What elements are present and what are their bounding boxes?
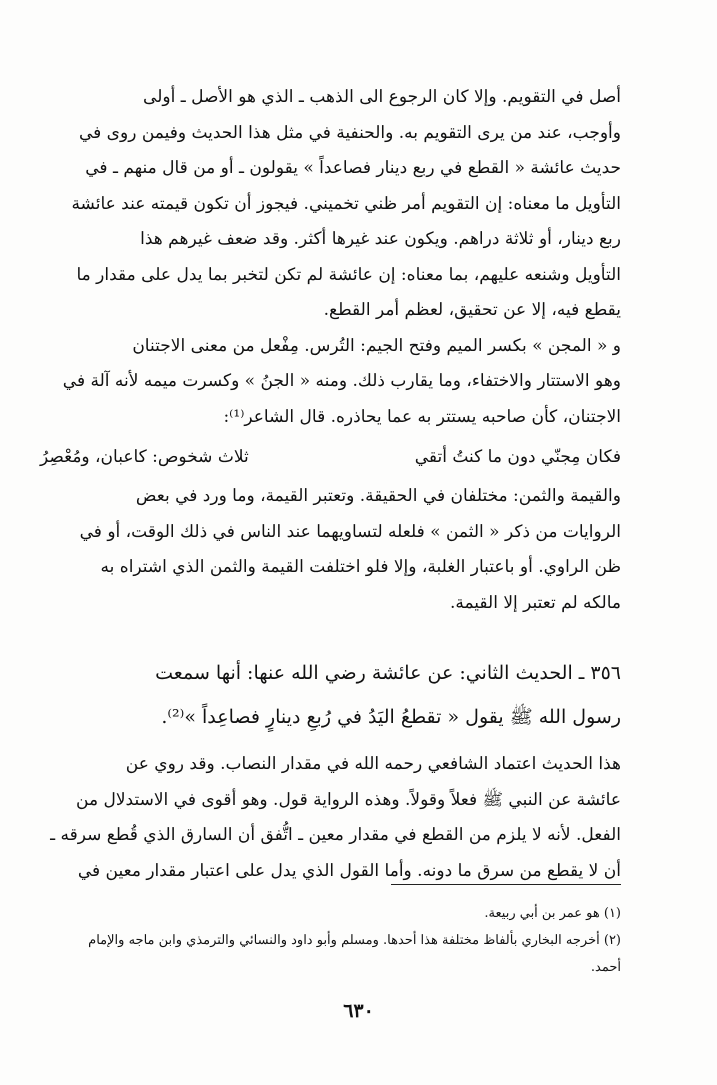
- text-line: يقطع فيه، إلا عن تحقيق، لعظم أمر القطع.: [323, 300, 621, 320]
- footnote-2-continued: أحمد.: [590, 960, 621, 975]
- footnote-divider: [391, 884, 621, 885]
- text-line: الروايات من ذكر « الثمن » فلعله لتساويهما عند الناس في ذلك الوقت، أو في: [79, 521, 621, 542]
- text-line: ربع دينار، أو ثلاثة دراهم. ويكون عند غيرها أكثر. وقد ضعف غيرهم هذا: [140, 229, 621, 249]
- text-line: وأوجب، عند من يرى التقويم به. والحنفية في مثل هذا الحديث وفيمن روى في: [78, 122, 621, 143]
- text-line: التأويل وشنعه عليهم، بما معناه: إن عائشة لم تكن لتخبر بما يدل على مقدار ما: [76, 264, 621, 285]
- paragraph-4: [40, 747, 621, 889]
- text-line: و « المجن » بكسر الميم وفتح الجيم: التُرس. مِفْعل من معنى الاجتنان: [132, 335, 621, 356]
- text-line: مالكه لم تعتبر إلا القيمة.: [449, 592, 621, 613]
- text-line: وهو الاستتار والاختفاء، وما يقارب ذلك. ومنه « الجنُ » وكسرت ميمه لأنه آلة في: [62, 371, 621, 391]
- hadith-heading: [40, 651, 621, 739]
- text-line: ظن الراوي. أو باعتبار الغلبة، وإلا فلو اختلفت القيمة والثمن الذي اشتراه به: [100, 557, 621, 577]
- paragraph-1: [40, 80, 621, 329]
- text-line: عائشة عن النبي ﷺ فعلاً وقولاً. وهذه الرواية قول. وهو أقوى في الاستدلال من: [76, 789, 621, 810]
- text-line: الفعل. لأنه لا يلزم من القطع في مقدار معين ـ اتُّفق أن السارق الذي قُطع سرقه ـ: [50, 825, 621, 845]
- hadith-line: ٣٥٦ ـ الحديث الثاني: عن عائشة رضي الله عنها: أنها سمعت: [155, 662, 621, 684]
- footnote-1: (١) هو عمر بن أبي ربيعة.: [484, 906, 621, 921]
- text-line: حديث عائشة « القطع في ربع دينار فصاعداً » يقولون ـ أو من قال منهم ـ في: [85, 158, 621, 178]
- text-line: هذا الحديث اعتماد الشافعي رحمه الله في مقدار النصاب. وقد روي عن: [125, 754, 621, 774]
- footnote-2: (٢) أخرجه البخاري بألفاظ مختلفة هذا أحدها. ومسلم وأبو داود والنسائي والترمذي وابن ماجه والإمام: [88, 933, 621, 948]
- text-line: أصل في التقويم. وإلا كان الرجوع الى الذهب ـ الذي هو الأصل ـ أولى: [143, 87, 621, 107]
- poetry-verse: [40, 437, 621, 477]
- hadith-line: رسول الله ﷺ يقول « تقطعُ اليَدُ في رُبعِ دينارٍ فصاعِداً »⁽²⁾.: [161, 706, 621, 728]
- verse-second-hemistich: ثلاث شخوص: كاعبان، ومُعْصِرُ: [40, 447, 249, 467]
- footnotes: [40, 900, 621, 981]
- text-line: أن لا يقطع من سرق ما دونه. وأما القول الذي يدل على اعتبار مقدار معين في: [77, 860, 621, 881]
- text-line: الاجتنان، كأن صاحبه يستتر به عما يحاذره. قال الشاعر⁽¹⁾:: [223, 406, 621, 427]
- verse-first-hemistich: فكان مِجنّي دون ما كنتُ أتقي: [414, 447, 621, 467]
- paragraph-2: [40, 329, 621, 436]
- page-number: ٦٣٠: [343, 1000, 374, 1022]
- paragraph-3: [40, 479, 621, 621]
- text-line: التأويل ما معناه: إن التقويم أمر ظني تخميني. فيجوز أن تكون قيمته عند عائشة: [71, 193, 621, 214]
- text-line: والقيمة والثمن: مختلفان في الحقيقة. وتعتبر القيمة، وما ورد في بعض: [135, 486, 621, 506]
- main-text: [40, 80, 621, 889]
